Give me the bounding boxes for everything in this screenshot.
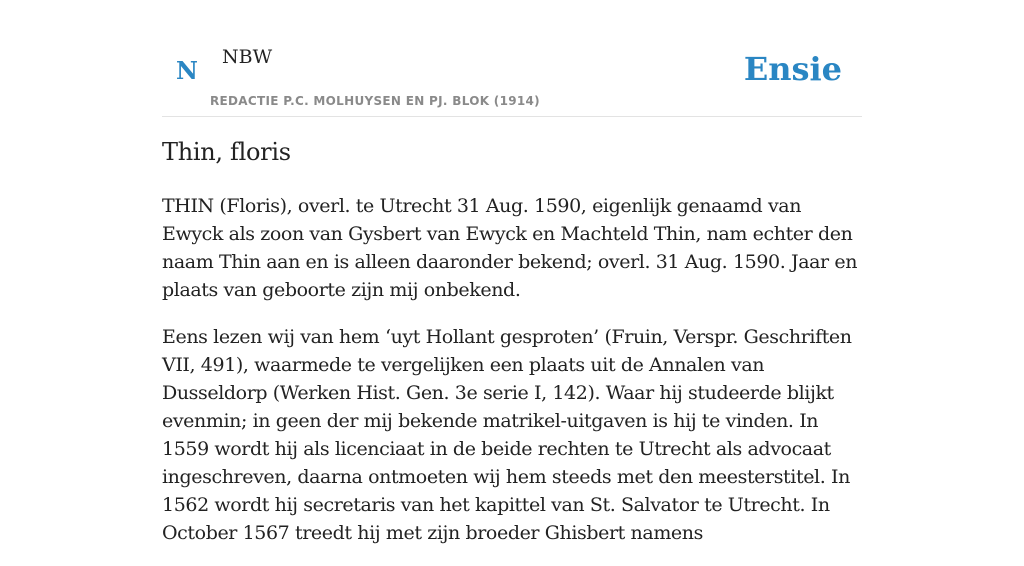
source-subtitle: REDACTIE P.C. MOLHUYSEN EN PJ. BLOK (1914) (210, 94, 540, 108)
paragraph: Eens lezen wij van hem ‘uyt Hollant gesproten’ (Fruin, Verspr. Geschriften VII, 491), waarmede te vergelijken een plaats uit de Annalen van Dusseldorp (Werken Hist. Gen. 3e serie I, 142). Waar hij studeerde blijkt evenmin; in geen der mij bekende matrikel-uitgaven is hij te vinden. In 1559 wordt hij als licenciaat in de beide rechten te Utrecht als advocaat ingeschreven, daarna ontmoeten wij hem steeds met den meesterstitel. In 1562 wordt hij secretaris van het kapittel van St. Salvator te Utrecht. In October 1567 treedt hij met zijn broeder Ghisbert namens (162, 326, 852, 544)
header (162, 0, 862, 117)
brand-logo-link[interactable]: Ensie (743, 50, 842, 88)
article-body (162, 192, 862, 566)
source-logo[interactable]: N (176, 56, 198, 85)
article-title: Thin, floris (162, 138, 291, 166)
source-name[interactable]: NBW (222, 46, 273, 68)
paragraph: THIN (Floris), overl. te Utrecht 31 Aug. 1590, eigenlijk genaamd van Ewyck als zoon van Gysbert van Ewyck en Machteld Thin, nam echter den naam Thin aan en is alleen daaronder bekend; overl. 31 Aug. 1590. Jaar en plaats van geboorte zijn mij onbekend. (162, 195, 858, 301)
